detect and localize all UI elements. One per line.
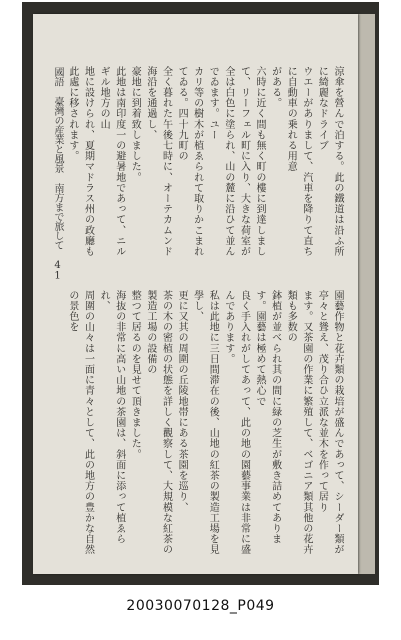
- text-line: 園藝作物と花卉類の栽培が盛んであって、シーダー類が亭々と聳え、茂り合ひ立派な並木を作って居り: [316, 290, 343, 555]
- text-line: 更に又其の周圍の丘陵地帯にある茶園を巡り、: [176, 290, 188, 513]
- text-line: 海抜の非常に高い山地の茶園は、斜面に添って植ゑられ、: [98, 290, 125, 545]
- text-line: 六時に近く間も無く町の樓に到達しまして、リーフェル町に入り、大きな荷室が: [238, 66, 266, 257]
- text-line: 良く手入れがしてあって、此の地の園藝事業は非常に盛んであります。: [222, 290, 250, 555]
- text-line: 整つて居るのを見せて頂きました。: [129, 290, 141, 460]
- text-line: 全く暮れた午後七時に、オーテカムンド海沿を通過し、: [144, 66, 172, 257]
- text-line: 周圍の山々は一面に青々として、此の地方の豊かな自然の景色を: [66, 290, 94, 555]
- text-line: 私は此地に三日間滞在の後、山地の紅茶の製造工場を見學し、: [191, 290, 219, 555]
- text-line: 全は白色に塗られ、山の麓に沿ひて並んでゐます。ユー: [207, 66, 234, 257]
- image-caption: 20030070128_P049: [126, 598, 275, 614]
- running-head: 國語 臺灣の産業と風景 南方まで旅して 41: [52, 67, 63, 281]
- text-line: 此地は南印度一の避暑地であって、ニルギル地方の山: [98, 66, 125, 257]
- text-block-lower: [65, 290, 345, 555]
- text-line: 地に設けられ、夏期マドラス州の政廳も此處に移されます。: [66, 66, 94, 257]
- text-line: ます。又茶園の作業に繁殖して、ベゴニア類其他の花卉類も多数の: [285, 290, 312, 555]
- text-line: 涼傘を營んで泊する。此の鐵道は沿ふ所に綺麗なドライブ: [316, 66, 343, 257]
- text-block-upper: [65, 66, 345, 266]
- text-line: カリ等の樹木が植ゑられて取りかこまれてゐる。四十九町の: [176, 66, 203, 257]
- text-line: 豪地に到着致しました。: [129, 66, 141, 183]
- text-line: がある。: [269, 66, 281, 109]
- text-line: ウエーがありまして、汽車を降りて直ちに自動車の乗れる用意: [285, 66, 312, 257]
- text-line: 鉢植が並べられ其の間に緑の芝生が敷き詰めてあります。園藝は極めて熱心で: [254, 290, 281, 545]
- facing-page-edge: [358, 14, 375, 574]
- text-line: 茶の木の密植の状態を詳しく觀察して、大規模な紅茶の製造工場の設備の: [144, 290, 172, 555]
